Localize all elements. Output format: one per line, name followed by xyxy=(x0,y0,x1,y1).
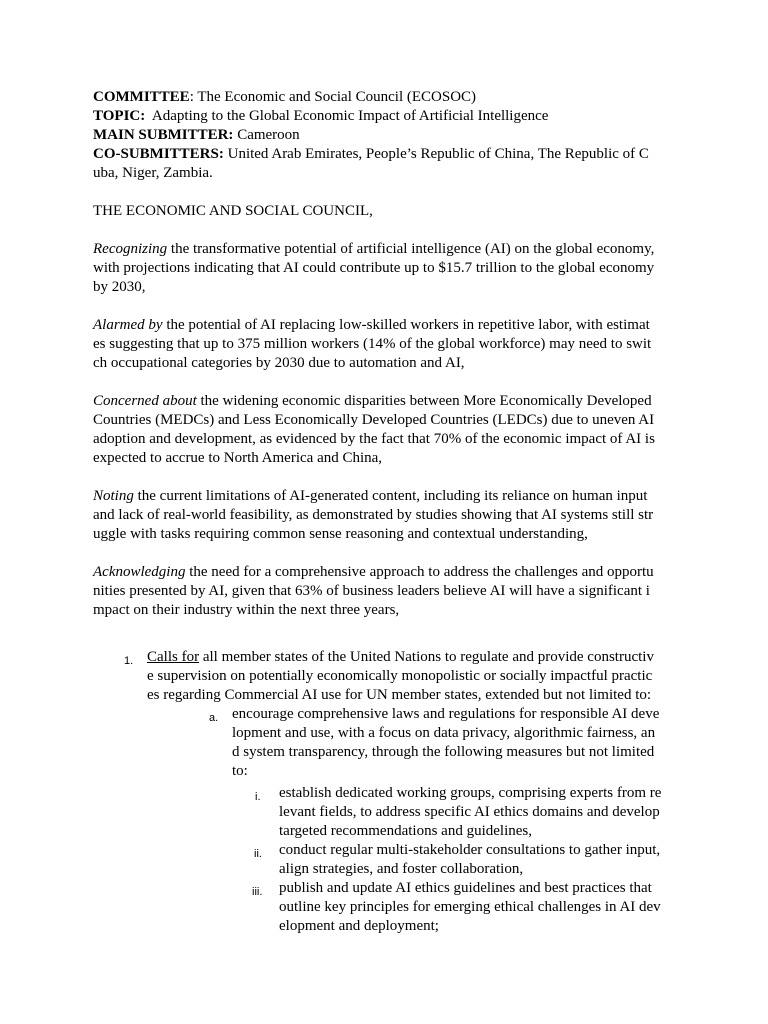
preamble-text: the widening economic disparities between More Economically Developed xyxy=(196,393,652,409)
sub-clause-line: lopment and use, with a focus on data privacy, algorithmic fairness, an xyxy=(232,725,656,741)
sub-clause-line: encourage comprehensive laws and regulations for responsible AI deve xyxy=(232,706,660,722)
preamble-line xyxy=(93,240,675,259)
main-submitter-label: MAIN SUBMITTER: xyxy=(93,127,234,143)
cosubmitters-line-2: uba, Niger, Zambia. xyxy=(93,165,213,181)
preamble-line: with projections indicating that AI could contribute up to $15.7 trillion to the global economy xyxy=(93,260,655,276)
preamble-line: adoption and development, as evidenced by the fact that 70% of the economic impact of AI is xyxy=(93,431,655,447)
preamble-line: nities presented by AI, given that 63% of business leaders believe AI will have a significant i xyxy=(93,583,650,599)
main-submitter-value: Cameroon xyxy=(233,127,300,143)
main-submitter-line xyxy=(93,126,675,145)
preamble-line xyxy=(93,316,675,335)
sub-clause-marker: a. xyxy=(209,712,219,724)
cosubmitters-line xyxy=(93,145,675,164)
sub-sub-clause-line: outline key principles for emerging ethical challenges in AI dev xyxy=(279,899,661,915)
resolution-document xyxy=(93,88,675,620)
sub-sub-clause-line: publish and update AI ethics guidelines and best practices that xyxy=(279,880,652,896)
preamble-line xyxy=(93,563,675,582)
preamble-line xyxy=(93,487,675,506)
committee-line xyxy=(93,88,675,107)
preamble-keyword: Acknowledging xyxy=(93,564,186,580)
preamble-keyword: Recognizing xyxy=(93,241,168,257)
clause-line xyxy=(147,648,654,667)
sub-sub-clause-line: targeted recommendations and guidelines, xyxy=(279,823,532,839)
sub-sub-clause-line: align strategies, and foster collaboration, xyxy=(279,861,524,877)
committee-label: COMMITTEE xyxy=(93,89,190,105)
preamble-keyword: Noting xyxy=(93,488,134,504)
clause-text: all member states of the United Nations to regulate and provide constructiv xyxy=(199,649,654,665)
preamble-text: the need for a comprehensive approach to address the challenges and opportu xyxy=(185,564,654,580)
cosubmitters-value: United Arab Emirates, People’s Republic of China, The Republic of C xyxy=(223,146,649,162)
clause-keyword: Calls for xyxy=(147,649,200,665)
committee-value: : The Economic and Social Council (ECOSOC) xyxy=(189,89,477,105)
clause-line: e supervision on potentially economically monopolistic or socially impactful practic xyxy=(147,668,653,684)
sub-sub-clause-line: establish dedicated working groups, comprising experts from re xyxy=(279,785,662,801)
sub-sub-clause-marker: iii. xyxy=(252,886,263,898)
council-heading: THE ECONOMIC AND SOCIAL COUNCIL, xyxy=(93,203,373,219)
sub-sub-clause-line: levant fields, to address specific AI ethics domains and develop xyxy=(279,804,660,820)
sub-sub-clause-marker: ii. xyxy=(254,848,262,860)
topic-line xyxy=(93,107,675,126)
preamble-line: Countries (MEDCs) and Less Economically Developed Countries (LEDCs) due to uneven AI xyxy=(93,412,655,428)
preamble-line: ch occupational categories by 2030 due to automation and AI, xyxy=(93,355,465,371)
preamble-text: the current limitations of AI-generated content, including its reliance on human input xyxy=(133,488,648,504)
clause-line: es regarding Commercial AI use for UN member states, extended but not limited to: xyxy=(147,687,652,703)
preamble-line: and lack of real-world feasibility, as demonstrated by studies showing that AI systems still str xyxy=(93,507,654,523)
preamble-line: es suggesting that up to 375 million workers (14% of the global workforce) may need to swit xyxy=(93,336,652,352)
preamble-keyword: Alarmed by xyxy=(93,317,163,333)
topic-label: TOPIC: xyxy=(93,108,146,124)
clause-number: 1. xyxy=(124,655,134,667)
sub-sub-clause-marker: i. xyxy=(255,791,261,803)
preamble-keyword: Concerned about xyxy=(93,393,197,409)
sub-sub-clause-line: elopment and deployment; xyxy=(279,918,439,934)
preamble-text: the potential of AI replacing low-skilled workers in repetitive labor, with estimat xyxy=(162,317,650,333)
topic-value: Adapting to the Global Economic Impact of Artificial Intelligence xyxy=(145,108,549,124)
preamble-text: the transformative potential of artificial intelligence (AI) on the global economy, xyxy=(167,241,655,257)
preamble-line: uggle with tasks requiring common sense reasoning and contextual understanding, xyxy=(93,526,588,542)
preamble-line: by 2030, xyxy=(93,279,146,295)
preamble-line: mpact on their industry within the next three years, xyxy=(93,602,400,618)
sub-sub-clause-line: conduct regular multi-stakeholder consultations to gather input, xyxy=(279,842,661,858)
sub-clause-line: d system transparency, through the following measures but not limited xyxy=(232,744,655,760)
preamble-line: expected to accrue to North America and China, xyxy=(93,450,383,466)
cosubmitters-label: CO-SUBMITTERS: xyxy=(93,146,224,162)
sub-clause-line: to: xyxy=(232,763,248,779)
preamble-line xyxy=(93,392,675,411)
